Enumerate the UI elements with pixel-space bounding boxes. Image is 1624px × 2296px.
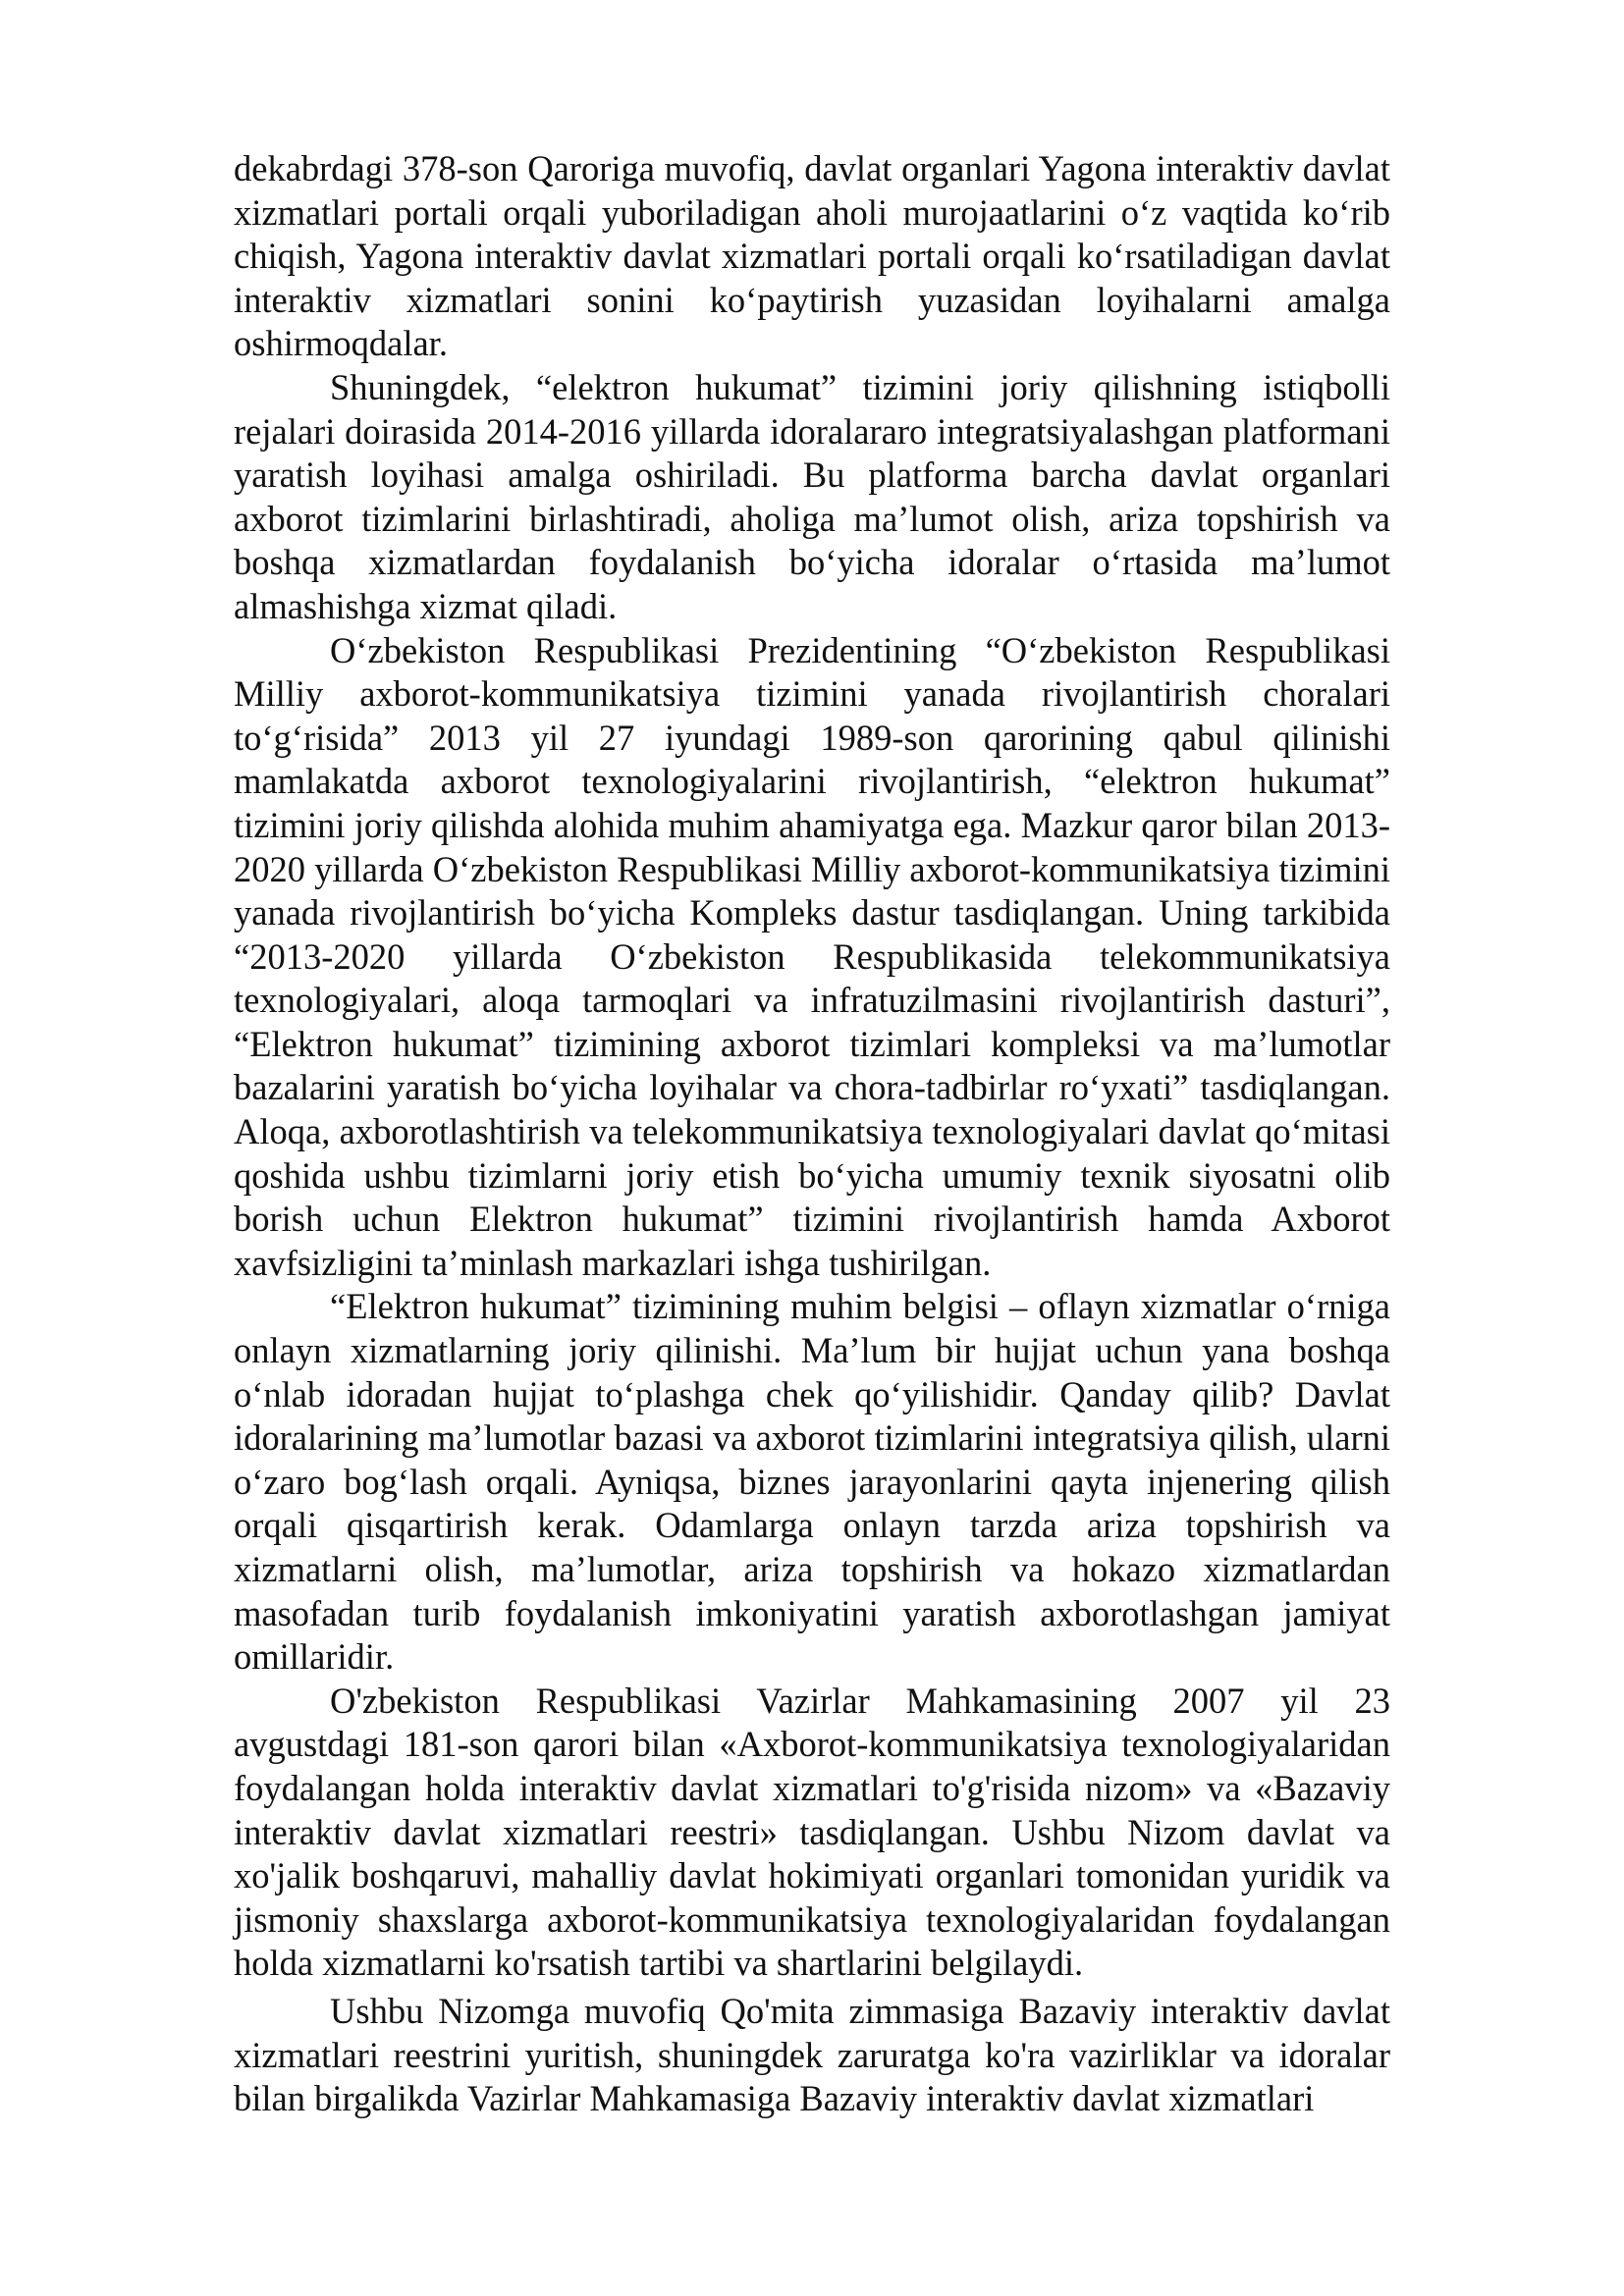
paragraph-6: Ushbu Nizomga muvofiq Qo'mita zimmasiga Bazaviy interaktiv davlat xizmatlari reestrini yuritish, shuningdek zaruratga ko'ra vazirliklar va idoralar bilan birgalikda Vazirlar Mahkamasiga Bazaviy interaktiv davlat xizmatlari — [234, 1990, 1390, 2119]
paragraph-4: “Elektron hukumat” tizimining muhim belgisi – oflayn xizmatlar o‘rniga onlayn xizmatlarning joriy qilinishi. Ma’lum bir hujjat uchun yana boshqa o‘nlab idoradan hujjat to‘plashga chek qo‘yilishidir. Qanday qilib? Davlat idoralarining ma’lumotlar bazasi va axborot tizimlarini integratsiya qilish, ularni o‘zaro bog‘lash orqali. Ayniqsa, biznes jarayonlarini qayta injenering qilish orqali qisqartirish kerak. Odamlarga onlayn tarzda ariza topshirish va xizmatlarni olish, ma’lumotlar, ariza topshirish va hokazo xizmatlardan masofadan turib foydalanish imkoniyatini yaratish axborotlashgan jamiyat omillaridir. — [234, 1286, 1390, 1678]
paragraph-5: O'zbekiston Respublikasi Vazirlar Mahkamasining 2007 yil 23 avgustdagi 181-son qarori bilan «Axborot-kommunikatsiya texnologiyalaridan foydalangan holda interaktiv davlat xizmatlari to'g'risida nizom» va «Bazaviy interaktiv davlat xizmatlari reestri» tasdiqlangan. Ushbu Nizom davlat va xo'jalik boshqaruvi, mahalliy davlat hokimiyati organlari tomonidan yuridik va jismoniy shaxslarga axborot-kommunikatsiya texnologiyalaridan foydalangan holda xizmatlarni ko'rsatish tartibi va shartlarini belgilaydi. — [234, 1680, 1390, 1984]
paragraph-2: Shuningdek, “elektron hukumat” tizimini joriy qilishning istiqbolli rejalari doirasida 2014-2016 yillarda idoralararo integratsiyalashgan platformani yaratish loyihasi amalga oshiriladi. Bu platforma barcha davlat organlari axborot tizimlarini birlashtiradi, aholiga ma’lumot olish, ariza topshirish va boshqa xizmatlardan foydalanish bo‘yicha idoralar o‘rtasida ma’lumot almashishga xizmat qiladi. — [234, 366, 1390, 626]
document-page — [234, 147, 1390, 2121]
paragraph-3: O‘zbekiston Respublikasi Prezidentining “O‘zbekiston Respublikasi Milliy axborot-kommunikatsiya tizimini yanada rivojlantirish choralari to‘g‘risida” 2013 yil 27 iyundagi 1989-son qarorining qabul qilinishi mamlakatda axborot texnologiyalarini rivojlantirish, “elektron hukumat” tizimini joriy qilishda alohida muhim ahamiyatga ega. Mazkur qaror bilan 2013-2020 yillarda O‘zbekiston Respublikasi Milliy axborot-kommunikatsiya tizimini yanada rivojlantirish bo‘yicha Kompleks dastur tasdiqlangan. Uning tarkibida “2013-2020 yillarda O‘zbekiston Respublikasida telekommunikatsiya texnologiyalari, aloqa tarmoqlari va infratuzilmasini rivojlantirish dasturi”, “Elektron hukumat” tizimining axborot tizimlari kompleksi va ma’lumotlar bazalarini yaratish bo‘yicha loyihalar va chora-tadbirlar ro‘yxati” tasdiqlangan. Aloqa, axborotlashtirish va telekommunikatsiya texnologiyalari davlat qo‘mitasi qoshida ushbu tizimlarni joriy etish bo‘yicha umumiy texnik siyosatni olib borish uchun Elektron hukumat” tizimini rivojlantirish hamda Axborot xavfsizligini ta’minlash markazlari ishga tushirilgan. — [234, 629, 1390, 1283]
paragraph-1: dekabrdagi 378-son Qaroriga muvofiq, davlat organlari Yagona interaktiv davlat xizmatlari portali orqali yuboriladigan aholi murojaatlarini o‘z vaqtida ko‘rib chiqish, Yagona interaktiv davlat xizmatlari portali orqali ko‘rsatiladigan davlat interaktiv xizmatlari sonini ko‘paytirish yuzasidan loyihalarni amalga oshirmoqdalar. — [234, 148, 1390, 364]
